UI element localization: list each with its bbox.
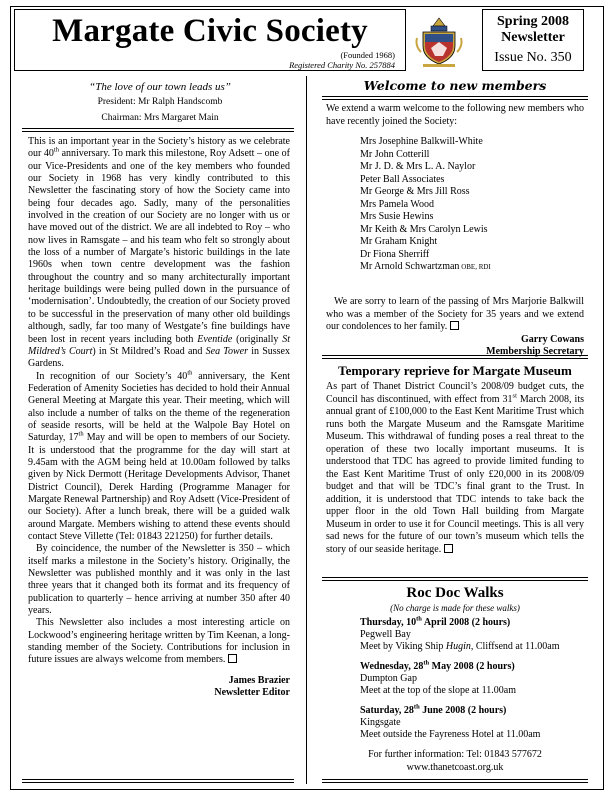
- editorial-article: [28, 136, 290, 699]
- left-double-rule: [22, 128, 294, 132]
- society-motto: “The love of our town leads us”: [89, 81, 231, 93]
- walk-item: [360, 617, 588, 654]
- reprieve-article: [326, 381, 584, 556]
- new-members-list: [360, 136, 580, 274]
- right-bottom-rule: [322, 779, 588, 783]
- editorial-paragraph-2: In recognition of our Society’s 40th anniversary, the Kent Federation of Amenity Societies has decided to hold their Annual General Meeting at Margate this year. Their meeting, which will also include a number of talks on the theme of the regeneration of seaside resorts, will be held at the Walpole Bay Hotel on Saturday, 17th May and will be open to members of our Society. It is understood that the programme for the day will start at 9.45am with the AGM being held at 10.00am followed by talks given by Nick Dermott (Heritage Developments Advisor, Thanet District Council), Derek Harding (Programme Manager for Margate Renewal Partnership) and Roy Adsett (Vice-President of our Society). After a lunch break, there will be a guided walk around Margate. Members wishing to attend these events should contact Steve Villette (Tel: 01843 221250) for further details.: [28, 369, 290, 542]
- walk-meeting-point: Meet at the top of the slope at 11.00am: [360, 685, 516, 697]
- end-mark-icon: [228, 654, 237, 663]
- member-honours: OBE, RDI: [459, 263, 491, 271]
- member-name: Dr Fiona Sherriff: [360, 248, 430, 260]
- editor-role: Newsletter Editor: [214, 687, 290, 699]
- issue-newsletter-label: Newsletter: [501, 30, 565, 45]
- walk-date: Thursday, 10th April 2008 (2 hours): [360, 615, 511, 628]
- walks-website[interactable]: www.thanetcoast.org.uk: [406, 762, 504, 773]
- welcome-intro: We extend a warm welcome to the following new members who have recently joined the Society:: [326, 103, 584, 127]
- walks-heading: Roc Doc Walks: [406, 585, 504, 601]
- end-mark-icon: [444, 544, 453, 553]
- membership-secretary-role: Membership Secretary: [486, 346, 584, 358]
- member-name: Mr Graham Knight: [360, 236, 438, 247]
- member-name: Peter Ball Associates: [360, 173, 445, 185]
- member-name: Mrs Josephine Balkwill-White: [360, 136, 483, 147]
- member-name: Mr George & Mrs Jill Ross: [360, 186, 470, 197]
- walk-meeting-point: Meet outside the Fayreness Hotel at 11.00am: [360, 729, 541, 741]
- welcome-rule: [322, 96, 588, 100]
- member-name: Mrs Susie Hewins: [360, 211, 434, 222]
- walk-date: Wednesday, 28th May 2008 (2 hours): [360, 659, 515, 672]
- chairman-line: Chairman: Mrs Margaret Main: [101, 113, 219, 123]
- walk-place: Pegwell Bay: [360, 629, 411, 641]
- issue-season: Spring 2008: [497, 14, 569, 29]
- reprieve-top-rule: [322, 355, 588, 359]
- walk-date: Saturday, 28th June 2008 (2 hours): [360, 703, 507, 716]
- walks-phone: For further information: Tel: 01843 577672: [368, 749, 542, 760]
- member-name: Mr J. D. & Mrs L. A. Naylor: [360, 161, 476, 172]
- walks-subtitle: (No charge is made for these walks): [390, 603, 520, 613]
- membership-secretary-name: Garry Cowans: [520, 333, 584, 345]
- welcome-heading: Welcome to new members: [363, 78, 547, 93]
- left-bottom-rule: [22, 779, 294, 783]
- member-name: Mrs Pamela Wood: [360, 198, 435, 210]
- walk-item: [360, 661, 588, 698]
- editorial-paragraph-4: This Newsletter also includes a most interesting article on Lockwood’s engineering heritage written by Tim Keenan, a long-standing member of the Society. Contributions for inclusion in future issues are always welcome from members.: [28, 617, 290, 666]
- editorial-paragraph-1: This is an important year in the Society’s history as we celebrate our 40th anniversary. To mark this milestone, Roy Adsett – one of our Vice-Presidents and one of the key members who founded our Society in 1968 has very kindly contributed to this Newsletter the fascinating story of how the Society came into being four decades ago. Sadly, many of the personalities involved in the creation of our Society are no longer with us or have moved out of the district. We are all indebted to Roy – who now lives in Ramsgate – and his team who felt so strongly about the loss of a number of Margate’s historic buildings in the late 1960s when town centre development was the fashion throughout the country and so many architecturally important heritage buildings were being pulled down in the pursuance of ‘modernisation’. Undoubtedly, the creation of our Society proved to be successful in the preservation of many other old buildings although, sadly, far too many of Westgate’s fine buildings have been lost in recent years including both Eventide (originally St Mildred’s Court) in St Mildred’s Road and Sea Tower in Sussex Gardens.: [28, 136, 290, 370]
- editor-name: James Brazier: [228, 674, 290, 686]
- charity-number: Registered Charity No. 257884: [289, 60, 395, 70]
- walk-place: Kingsgate: [360, 717, 401, 729]
- member-name: Mr Keith & Mrs Carolyn Lewis: [360, 223, 488, 235]
- end-mark-icon: [450, 321, 459, 330]
- president-line: President: Mr Ralph Handscomb: [97, 97, 223, 107]
- walk-item: [360, 705, 588, 742]
- condolence-note: We are sorry to learn of the passing of Mrs Marjorie Balkwill who was a member of the Society for 35 years and we extend our condolences to her family. Garry Cowans Membership Secretary: [326, 296, 584, 358]
- reprieve-text: As part of Thanet District Council’s 2008/09 budget cuts, the Council has discontinued, with effect from 31st March 2008, its annual grant of £100,000 to the East Kent Maritime Trust which runs both the Margate Museum and the Ramsgate Maritime Museum. This withdrawal of funding poses a real threat to the operation of these two locally important museums. It is understood that TDC has agreed to provide limited funding to the East Kent Maritime Trust of only £20,000 in its 2008/09 budget and that will be TDC’s final grant to the Trust. In addition, it is understood that TDC intends to take back the upper floor in the old Town Hall building from Margate Museum in order to use it for Council meetings. This is all very sad news for the future of our town’s museum which tells the story of our seaside heritage.: [326, 381, 585, 555]
- column-divider: [306, 76, 307, 784]
- coat-of-arms-icon: [413, 12, 465, 68]
- member-name: Mr John Cotterill: [360, 148, 430, 160]
- society-title: Margate Civic Society: [52, 13, 368, 49]
- founded-note: (Founded 1968): [340, 50, 395, 60]
- issue-box: [482, 9, 584, 71]
- walk-place: Dumpton Gap: [360, 673, 417, 685]
- reprieve-heading: Temporary reprieve for Margate Museum: [338, 363, 572, 378]
- editorial-paragraph-3: By coincidence, the number of the Newsletter is 350 – which itself marks a milestone in the Society’s history. Originally, the Newsletter was published monthly and it was only in the last three years that it changed both its format and its frequency of publication to quarterly – hence arriving at number 350 after 40 years.: [28, 543, 290, 617]
- issue-number: Issue No. 350: [494, 50, 572, 65]
- masthead: [14, 9, 406, 71]
- member-name: Mr Arnold Schwartzman OBE, RDI: [360, 261, 491, 272]
- walks-top-rule: [322, 577, 588, 581]
- walk-meeting-point: Meet by Viking Ship Hugin, Cliffsend at 11.00am: [360, 641, 560, 653]
